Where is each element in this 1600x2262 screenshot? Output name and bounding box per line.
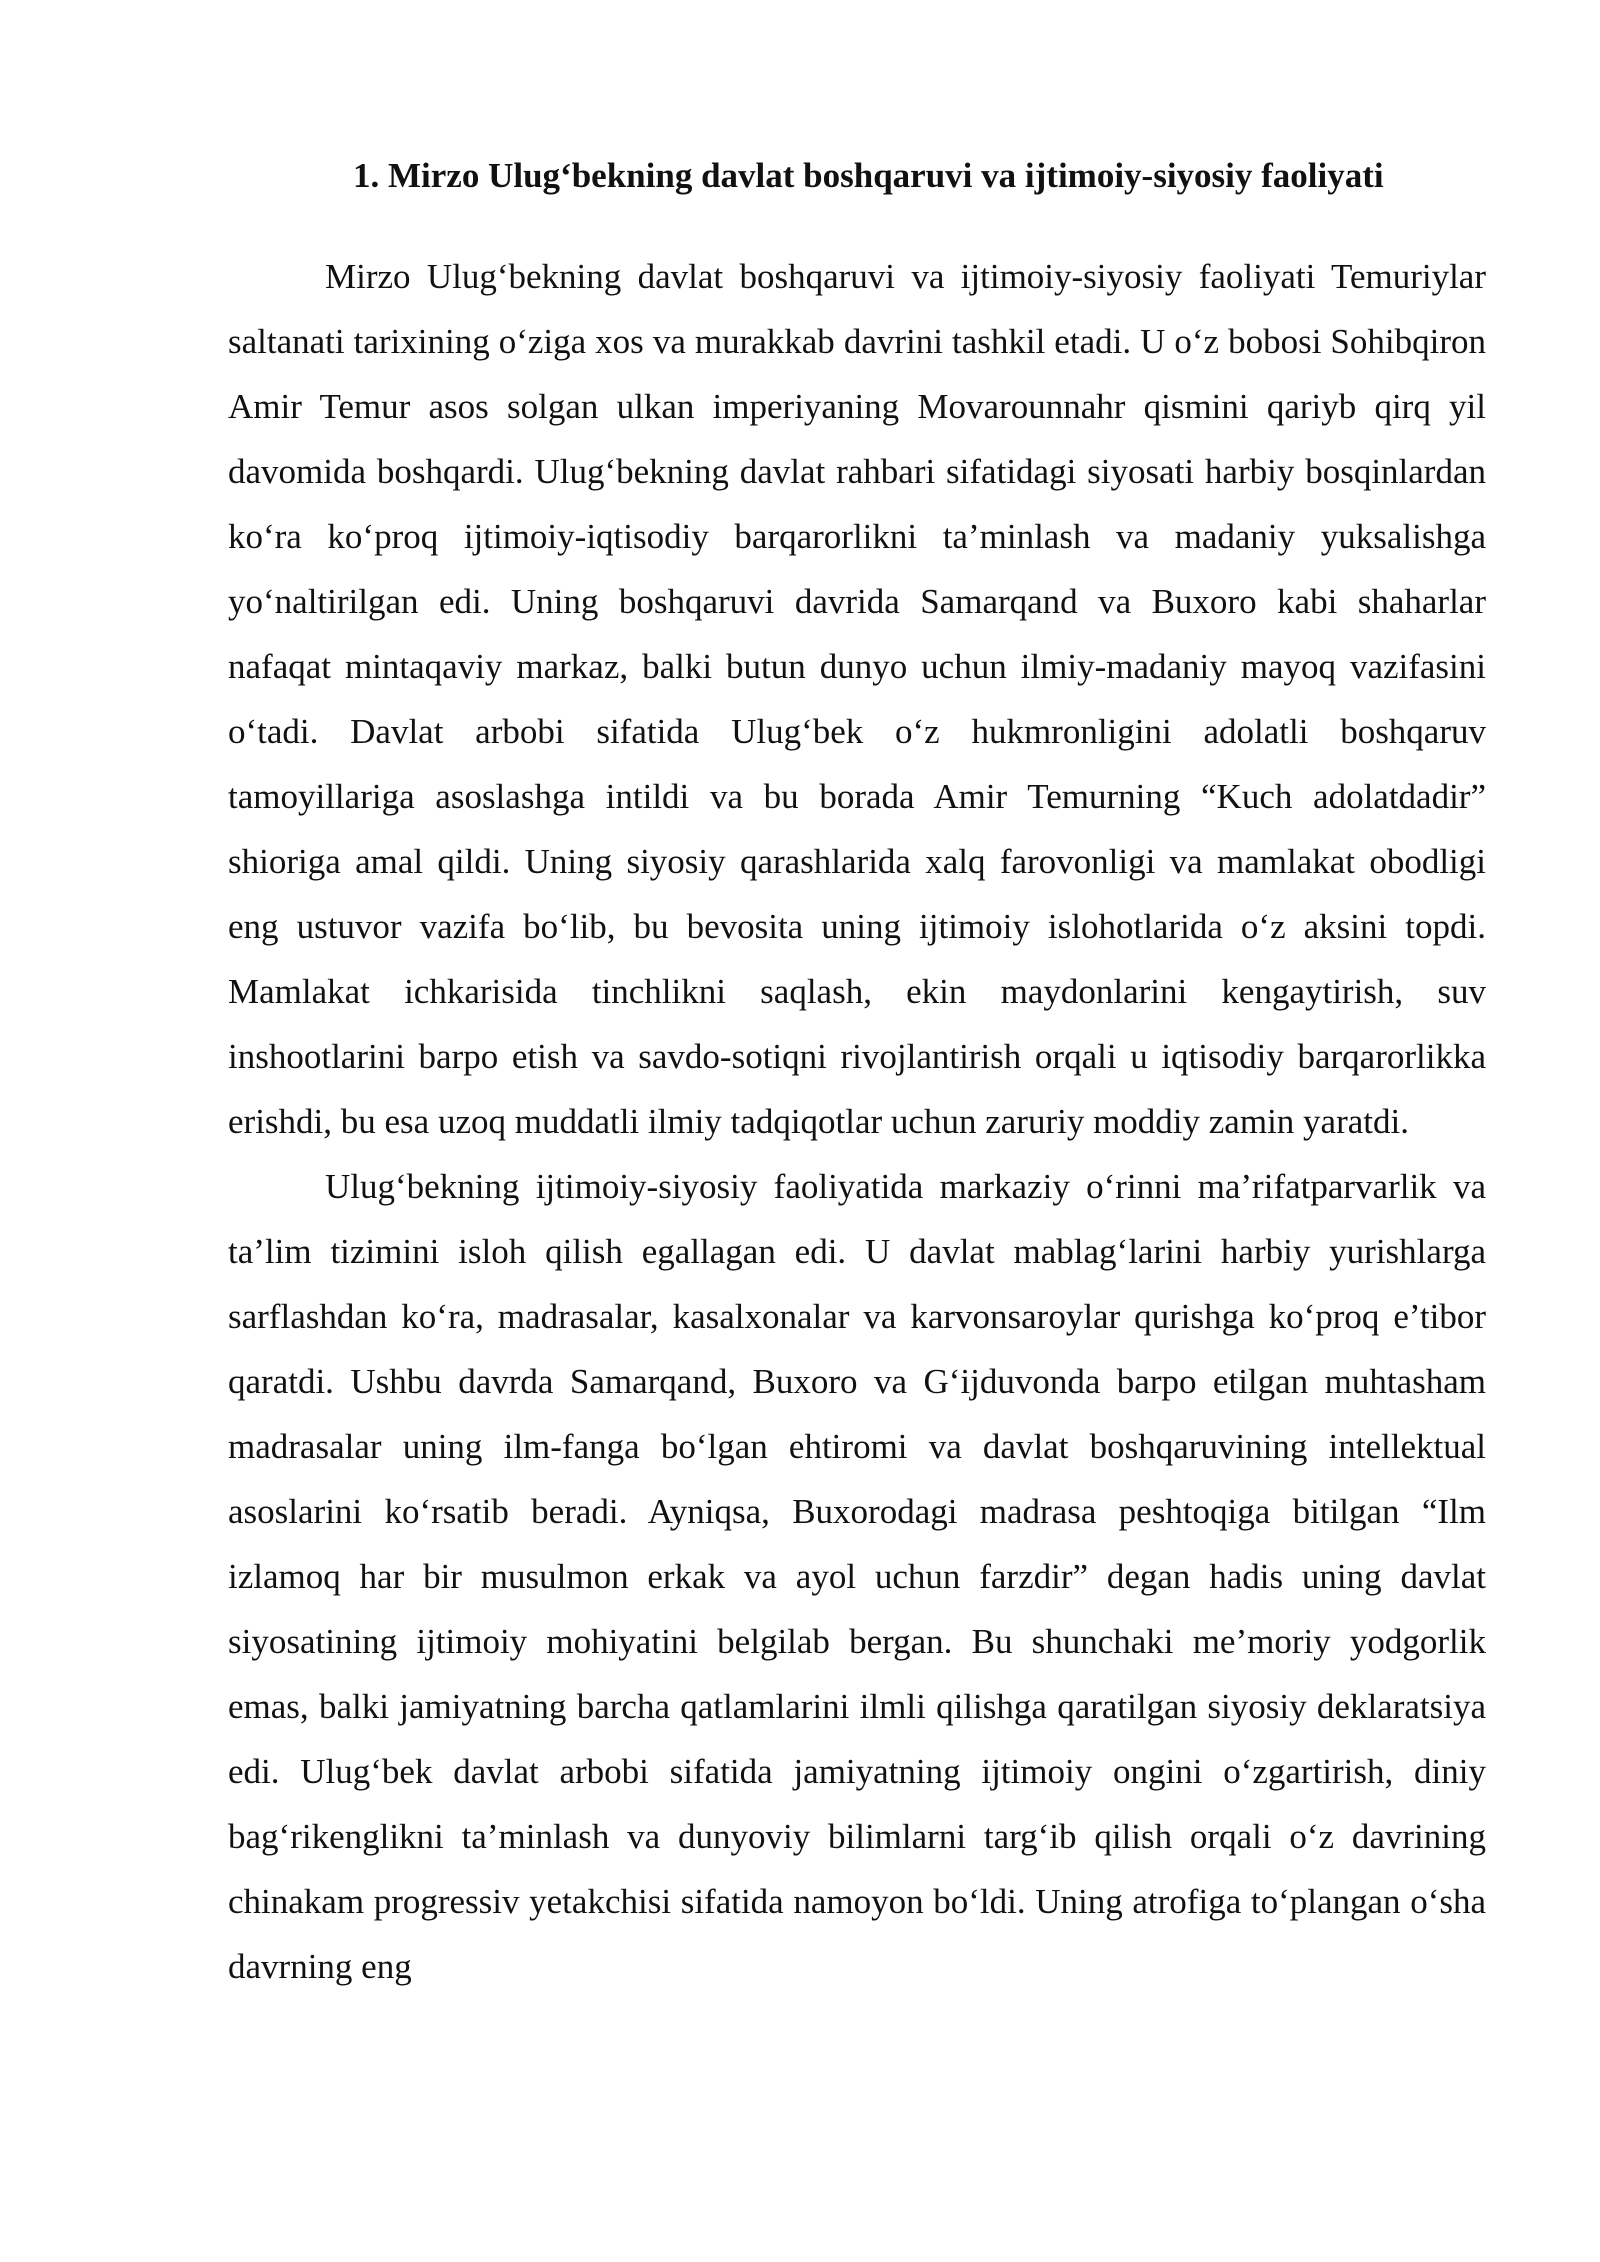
section-heading: 1. Mirzo Ulug‘bekning davlat boshqaruvi va ijtimoiy-siyosiy faoliyati [353, 156, 1384, 195]
document-body [228, 244, 1486, 1999]
document-page [228, 150, 1486, 1999]
paragraph-1: Mirzo Ulug‘bekning davlat boshqaruvi va ijtimoiy-siyosiy faoliyati Temuriylar saltanati tarixining o‘ziga xos va murakkab davrini tashkil etadi. U o‘z bobosi Sohibqiron Amir Temur asos solgan ulkan imperiyaning Movarounnahr qismini qariyb qirq yil davomida boshqardi. Ulug‘bekning davlat rahbari sifatidagi siyosati harbiy bosqinlardan ko‘ra ko‘proq ijtimoiy-iqtisodiy barqarorlikni ta’minlash va madaniy yuksalishga yo‘naltirilgan edi. Uning boshqaruvi davrida Samarqand va Buxoro kabi shaharlar nafaqat mintaqaviy markaz, balki butun dunyo uchun ilmiy-madaniy mayoq vazifasini o‘tadi. Davlat arbobi sifatida Ulug‘bek o‘z hukmronligini adolatli boshqaruv tamoyillariga asoslashga intildi va bu borada Amir Temurning “Kuch adolatdadir” shioriga amal qildi. Uning siyosiy qarashlarida xalq farovonligi va mamlakat obodligi eng ustuvor vazifa bo‘lib, bu bevosita uning ijtimoiy islohotlarida o‘z aksini topdi. Mamlakat ichkarisida tinchlikni saqlash, ekin maydonlarini kengaytirish, suv inshootlarini barpo etish va savdo-sotiqni rivojlantirish orqali u iqtisodiy barqarorlikka erishdi, bu esa uzoq muddatli ilmiy tadqiqotlar uchun zaruriy moddiy zamin yaratdi. [228, 257, 1486, 1141]
paragraph-2: Ulug‘bekning ijtimoiy-siyosiy faoliyatida markaziy o‘rinni ma’rifatparvarlik va ta’lim tizimini isloh qilish egallagan edi. U davlat mablag‘larini harbiy yurishlarga sarflashdan ko‘ra, madrasalar, kasalxonalar va karvonsaroylar qurishga ko‘proq e’tibor qaratdi. Ushbu davrda Samarqand, Buxoro va G‘ijduvonda barpo etilgan muhtasham madrasalar uning ilm-fanga bo‘lgan ehtiromi va davlat boshqaruvining intellektual asoslarini ko‘rsatib beradi. Ayniqsa, Buxorodagi madrasa peshtoqiga bitilgan “Ilm izlamoq har bir musulmon erkak va ayol uchun farzdir” degan hadis uning davlat siyosatining ijtimoiy mohiyatini belgilab bergan. Bu shunchaki me’moriy yodgorlik emas, balki jamiyatning barcha qatlamlarini ilmli qilishga qaratilgan siyosiy deklaratsiya edi. Ulug‘bek davlat arbobi sifatida jamiyatning ijtimoiy ongini o‘zgartirish, diniy bag‘rikenglikni ta’minlash va dunyoviy bilimlarni targ‘ib qilish orqali o‘z davrining chinakam progressiv yetakchisi sifatida namoyon bo‘ldi. Uning atrofiga to‘plangan o‘sha davrning eng [228, 1167, 1486, 1986]
